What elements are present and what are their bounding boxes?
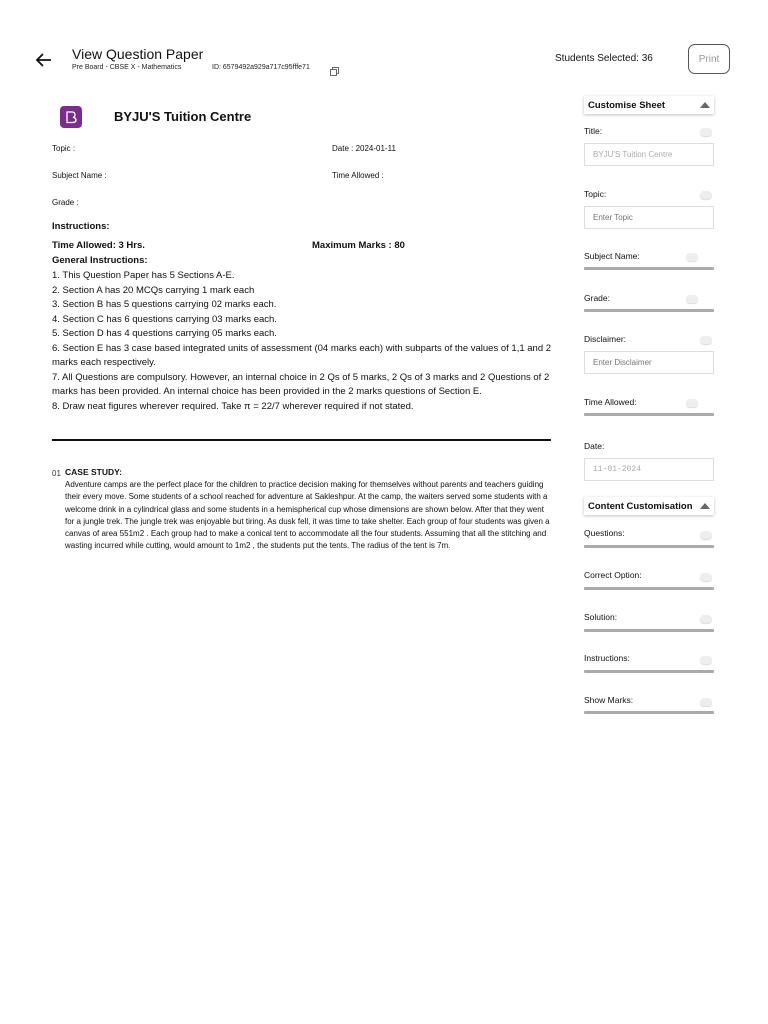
solution-toggle[interactable]	[700, 615, 712, 623]
show-marks-field-label: Show Marks:	[584, 695, 634, 705]
instruction-item: 2. Section A has 20 MCQs carrying 1 mark each	[52, 284, 255, 296]
students-selected: Students Selected: 36	[555, 53, 653, 64]
content-customisation-header[interactable]	[584, 497, 714, 515]
general-instructions-heading: General Instructions:	[52, 255, 148, 266]
time-allowed: Time Allowed: 3 Hrs.	[52, 240, 145, 251]
correct-option-field-line	[584, 587, 714, 590]
title-toggle[interactable]	[700, 128, 712, 136]
instruction-item: 7. All Questions are compulsory. However, an internal choice in 2 Qs of 5 marks, 2 Qs of 3 marks and 2 Questions of 2 marks has been provided. An internal choice has been provided in the 2 marks questions of Section E.	[52, 371, 550, 397]
instruction-item: 5. Section D has 4 questions carrying 05 marks each.	[52, 328, 277, 339]
instruction-item: 4. Section C has 6 questions carrying 03 marks each.	[52, 313, 277, 325]
topic-input[interactable]	[584, 206, 714, 229]
byjus-logo-icon	[60, 106, 82, 128]
copy-icon[interactable]	[330, 63, 339, 72]
correct-option-field-label: Correct Option:	[584, 570, 642, 580]
question-title: CASE STUDY:	[65, 467, 122, 477]
instruction-item: 8. Draw neat figures wherever required. Take π = 22/7 wherever required if not stated.	[52, 400, 414, 412]
content-customisation-title: Content Customisation	[588, 500, 693, 512]
paper-subtitle: Pre Board - CBSE X - Mathematics	[72, 64, 182, 71]
title-input[interactable]	[584, 143, 714, 166]
title-field-label: Title:	[584, 126, 603, 136]
question-body: Adventure camps are the perfect place for the children to practice decision making for themselves without parents and teachers guiding their every move. Some students of a school reached for adventure at Sakleshpur. At the camp, the waiters served some students with a welcome drink in a cylindrical glass and some students in a hemispherical cup whose dimensions are shown below. After that they went for a jungle trek. The jungle trek was enjoyable but tiring. As dusk fell, it was time to take shelter. Each group of four students was given a canvas of area 551m2 . Each group had to make a conical tent to accommodate all the four students. Assuming that all the stitching and wasting incurred while cutting, would amount to 1m2 , the students put the tents. The radius of the tent is 7m.	[65, 480, 550, 551]
instruction-item: 1. This Question Paper has 5 Sections A-E.	[52, 270, 235, 281]
topic-field-label: Topic:	[584, 189, 607, 199]
instructions-field-label: Instructions:	[584, 653, 630, 663]
back-arrow-icon[interactable]	[34, 50, 54, 70]
show-marks-toggle[interactable]	[700, 698, 712, 706]
disclaimer-field-label: Disclaimer:	[584, 334, 627, 344]
topic-label: Topic :	[52, 144, 76, 153]
subject-field-label: Subject Name:	[584, 251, 640, 261]
caret-up-icon[interactable]	[700, 503, 710, 509]
page-title: View Question Paper	[72, 46, 204, 62]
date-input[interactable]	[584, 458, 714, 481]
disclaimer-input[interactable]	[584, 351, 714, 374]
paper-id: ID: 6579492a929a717c95fffe71	[212, 64, 310, 71]
customise-sheet-title: Customise Sheet	[588, 99, 666, 111]
instruction-item: 3. Section B has 5 questions carrying 02 marks each.	[52, 299, 277, 310]
grade-field-label: Grade:	[584, 293, 610, 303]
section-divider	[52, 439, 551, 441]
show-marks-field-line	[584, 711, 714, 714]
grade-label: Grade :	[52, 198, 79, 207]
time-toggle[interactable]	[686, 399, 698, 407]
maximum-marks: Maximum Marks : 80	[312, 240, 405, 251]
time-allowed-label: Time Allowed :	[332, 171, 384, 180]
subject-label: Subject Name :	[52, 171, 107, 180]
instructions-field-line	[584, 670, 714, 673]
time-field-label: Time Allowed:	[584, 397, 637, 407]
subject-field-line	[584, 267, 714, 270]
questions-field-label: Questions:	[584, 528, 625, 538]
solution-field-label: Solution:	[584, 612, 618, 622]
caret-up-icon[interactable]	[700, 102, 710, 108]
grade-field-line	[584, 309, 714, 312]
customise-sheet-header[interactable]	[584, 96, 714, 114]
instructions-toggle[interactable]	[700, 656, 712, 664]
question-number: 01	[52, 469, 61, 478]
correct-option-toggle[interactable]	[700, 573, 712, 581]
subject-toggle[interactable]	[686, 253, 698, 261]
print-button[interactable]: Print	[688, 44, 730, 74]
topic-toggle[interactable]	[700, 191, 712, 199]
centre-name: BYJU'S Tuition Centre	[114, 109, 252, 124]
questions-toggle[interactable]	[700, 531, 712, 539]
instruction-item: 6. Section E has 3 case based integrated units of assessment (04 marks each) with subparts of the values of 1,1 and 2 marks each respectively.	[52, 342, 552, 368]
date-field-label: Date:	[584, 441, 605, 451]
grade-toggle[interactable]	[686, 295, 698, 303]
date-label: Date : 2024-01-11	[332, 144, 396, 153]
solution-field-line	[584, 629, 714, 632]
instructions-heading: Instructions:	[52, 221, 110, 232]
questions-field-line	[584, 545, 714, 548]
disclaimer-toggle[interactable]	[700, 336, 712, 344]
time-field-line	[584, 413, 714, 416]
instructions-list	[52, 269, 552, 414]
